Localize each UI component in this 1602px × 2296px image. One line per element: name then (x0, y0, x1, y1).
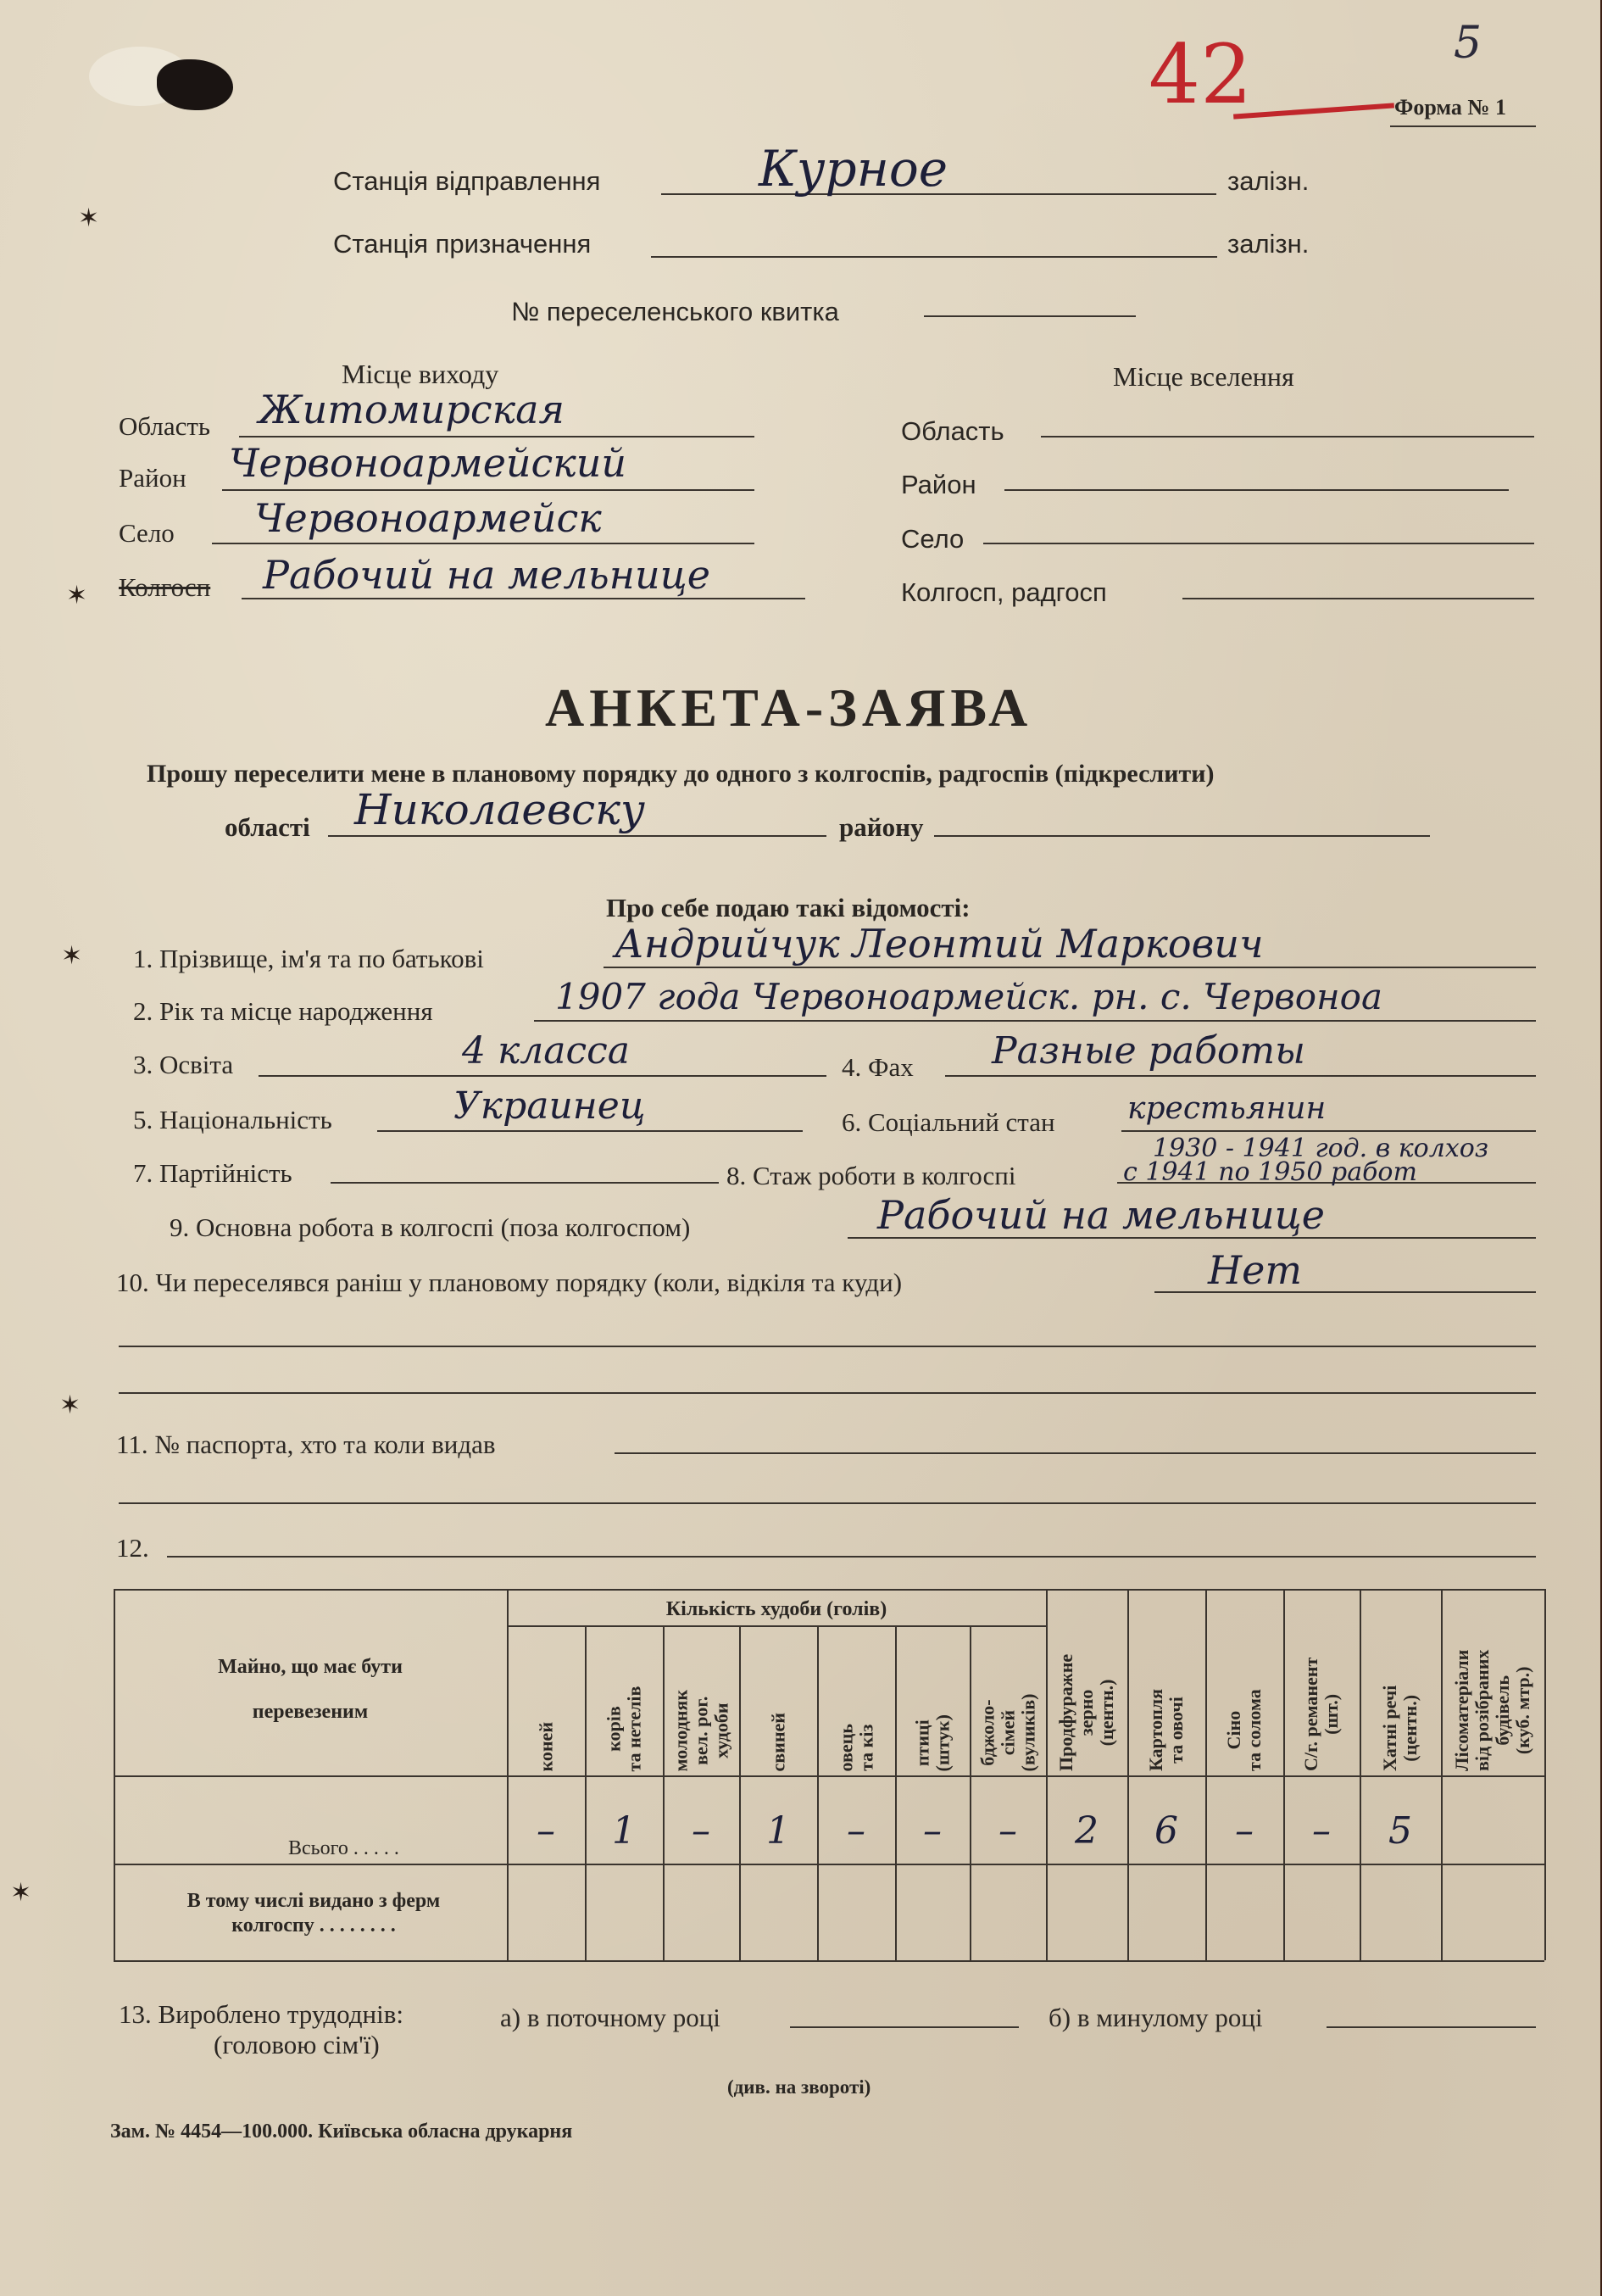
table-column-border (1544, 1589, 1546, 1960)
departure-rail-suffix: залізн. (1227, 166, 1310, 196)
q10-extra-line-2 (119, 1392, 1536, 1394)
origin-raion-line (222, 489, 754, 491)
table-total-bottom (114, 1864, 1544, 1865)
q1-label: 1. Прізвище, ім'я та по батькові (133, 944, 484, 973)
origin-kolhosp-label: Колгосп (119, 572, 211, 602)
q6-value: крестьянин (1127, 1091, 1327, 1126)
table-header-cell (1283, 1589, 1360, 1775)
q4-value: Разные работы (992, 1029, 1305, 1073)
ticket-line (924, 315, 1136, 317)
q3-value: 4 класса (462, 1029, 631, 1073)
table-total-value: – (1235, 1809, 1254, 1853)
destination-selo-label: Село (901, 524, 965, 554)
table-header-cell (895, 1625, 970, 1775)
punch-mark: ✶ (66, 582, 88, 610)
reverse-note: (див. на звороті) (727, 2076, 871, 2098)
ink-blot (157, 59, 233, 110)
q8-value-line2: с 1941 по 1950 работ (1123, 1157, 1417, 1187)
table-header-cell (1127, 1589, 1205, 1775)
origin-oblast-line (239, 436, 754, 437)
table-total-value: 6 (1154, 1809, 1178, 1853)
printer-line: Зам. № 4454—100.000. Київська обласна друкарня (110, 2120, 573, 2143)
archive-underline (1233, 103, 1394, 119)
table-total-value: 5 (1388, 1809, 1412, 1853)
table-column-label: свиней (766, 1712, 788, 1771)
table-total-value: 2 (1075, 1809, 1099, 1853)
q12-label: 12. (116, 1533, 149, 1563)
q6-label: 6. Соціальний стан (842, 1107, 1055, 1137)
destination-oblast-line (1041, 436, 1534, 437)
punch-mark: ✶ (78, 204, 100, 232)
table-total-value: – (998, 1809, 1017, 1853)
table-column-border (114, 1589, 115, 1960)
table-column-label: бджоло- сімей (вуликів) (976, 1693, 1039, 1771)
table-header-cell (1441, 1589, 1544, 1775)
q2-line (534, 1020, 1536, 1022)
table-column-label: Картопля та овочі (1144, 1688, 1187, 1771)
origin-raion-value: Червоноармейский (229, 440, 627, 486)
table-total-value: 1 (766, 1809, 790, 1853)
table-column-label: овець та кіз (834, 1723, 876, 1771)
request-oblast-label: області (225, 812, 310, 842)
destination-label: Станція призначення (333, 229, 592, 259)
q5-label: 5. Національність (133, 1105, 332, 1134)
form-label: Форма № 1 (1394, 95, 1507, 120)
ticket-label: № переселенського квитка (511, 297, 839, 326)
property-header: Майно, що має бути перевезеним (218, 1656, 403, 1723)
q5-value: Украинец (453, 1084, 646, 1128)
form-title: АНКЕТА-ЗАЯВА (545, 677, 1033, 738)
table-header-cell (817, 1625, 895, 1775)
q8-label: 8. Стаж роботи в колгоспі (726, 1161, 1016, 1190)
table-column-label: Хатні речі (центн.) (1378, 1685, 1421, 1771)
q11-label: 11. № паспорта, хто та коли видав (116, 1429, 496, 1459)
destination-kolhosp-label: Колгосп, радгосп (901, 577, 1107, 607)
table-column-label: птиці (штук) (910, 1714, 953, 1771)
table-total-value: – (537, 1809, 555, 1853)
q2-value: 1907 года Червоноармейск. рн. с. Червоноа (555, 976, 1383, 1017)
origin-kolhosp-line (242, 598, 805, 599)
destination-kolhosp-line (1182, 598, 1534, 599)
q4-label: 4. Фах (842, 1052, 914, 1082)
q2-label: 2. Рік та місце народження (133, 996, 433, 1026)
origin-header: Місце виходу (342, 359, 499, 389)
archive-number: 42 (1149, 27, 1253, 122)
table-column-label: Продфуражне зерно (центн.) (1054, 1653, 1118, 1771)
q13-b-label: б) в минулому році (1049, 2003, 1263, 2032)
q5-line (377, 1130, 803, 1132)
punch-mark: ✶ (10, 1879, 32, 1907)
table-column-label: молодняк вел. рог. худоби (669, 1689, 732, 1771)
q13-a-line (790, 2026, 1019, 2028)
table-header-cell (739, 1625, 817, 1775)
destination-oblast-label: Область (901, 416, 1004, 446)
table-header-cell (970, 1625, 1046, 1775)
table-header-cell (1205, 1589, 1283, 1775)
q3-label: 3. Освіта (133, 1050, 234, 1079)
table-column-label: Лісоматеріали від розібраних будівель (куб. мтр.) (1450, 1649, 1534, 1771)
punch-mark: ✶ (61, 942, 83, 970)
departure-value: Курное (759, 140, 948, 198)
q13-a-label: а) в поточному році (500, 2003, 720, 2032)
q7-label: 7. Партійність (133, 1158, 292, 1188)
table-total-value: – (692, 1809, 710, 1853)
q8-value-line1: 1930 - 1941 год. в колхоз (1153, 1134, 1489, 1163)
table-column-label: С/г. реманент (шт.) (1299, 1657, 1342, 1771)
q13-b-line (1327, 2026, 1536, 2028)
table-total-value: – (923, 1809, 942, 1853)
destination-raion-line (1004, 489, 1509, 491)
form-underline (1390, 125, 1536, 127)
origin-oblast-value: Житомирская (259, 387, 565, 432)
origin-oblast-label: Область (119, 411, 211, 441)
destination-selo-line (983, 543, 1534, 544)
request-text: Прошу переселити мене в плановому порядку до одного з колгоспів, радгоспів (підкреслити) (147, 760, 1215, 788)
origin-selo-line (212, 543, 754, 544)
q12-line (167, 1556, 1536, 1558)
q4-line (945, 1075, 1536, 1077)
total-label: Всього . . . . . (288, 1837, 399, 1859)
punch-mark: ✶ (59, 1391, 81, 1419)
table-header-cell (1046, 1589, 1127, 1775)
request-oblast-line (328, 835, 826, 837)
origin-selo-label: Село (119, 518, 175, 548)
q11-line (615, 1452, 1536, 1454)
origin-kolhosp-value: Рабочий на мельнице (263, 552, 710, 598)
table-total-value: – (1312, 1809, 1331, 1853)
livestock-header: Кількість худоби (голів) (665, 1598, 887, 1620)
q7-line (331, 1182, 719, 1184)
q10-extra-line-1 (119, 1346, 1536, 1347)
q10-value: Нет (1208, 1247, 1302, 1293)
q13-label: 13. Вироблено трудоднів: (119, 1999, 404, 2029)
table-column-label: Сіно та солома (1222, 1689, 1265, 1771)
sheet-number: 5 (1454, 18, 1482, 69)
q1-line (604, 967, 1536, 968)
destination-rail-suffix: залізн. (1227, 229, 1310, 259)
destination-header: Місце вселення (1113, 361, 1294, 392)
q10-label: 10. Чи переселявся раніш у плановому порядку (коли, відкіля та куди) (116, 1268, 903, 1297)
q9-label: 9. Основна робота в колгоспі (поза колгоспом) (170, 1212, 691, 1242)
origin-selo-value: Червоноармейск (254, 495, 602, 541)
q11-extra-line (119, 1502, 1536, 1504)
table-header-cell (507, 1625, 585, 1775)
about-header: Про себе подаю такі відомості: (606, 893, 971, 922)
request-raion-line (934, 835, 1430, 837)
request-raion-label: району (839, 812, 924, 842)
table-total-value: – (847, 1809, 865, 1853)
q13-sub: (головою сім'ї) (214, 2030, 380, 2059)
q1-value: Андрийчук Леонтий Маркович (615, 921, 1264, 967)
destination-line (651, 256, 1217, 258)
q9-value: Рабочий на мельнице (877, 1192, 1325, 1238)
departure-label: Станція відправлення (333, 166, 601, 196)
table-header-cell (663, 1625, 739, 1775)
q6-line (1121, 1130, 1536, 1132)
table-header-cell (1360, 1589, 1441, 1775)
table-header-cell (585, 1625, 663, 1775)
table-column-label: корів та нетелів (602, 1686, 644, 1771)
q3-line (259, 1075, 826, 1077)
destination-raion-label: Район (901, 470, 976, 499)
request-oblast-value: Николаевску (354, 785, 645, 834)
table-column-label: коней (534, 1721, 556, 1771)
table-bottom-border (114, 1960, 1544, 1962)
table-total-value: 1 (612, 1809, 636, 1853)
farm-label: В тому числі видано з ферм колгоспу . . . . . . . . (186, 1890, 441, 1937)
origin-raion-label: Район (119, 463, 186, 493)
table-header-bottom (114, 1775, 1544, 1777)
